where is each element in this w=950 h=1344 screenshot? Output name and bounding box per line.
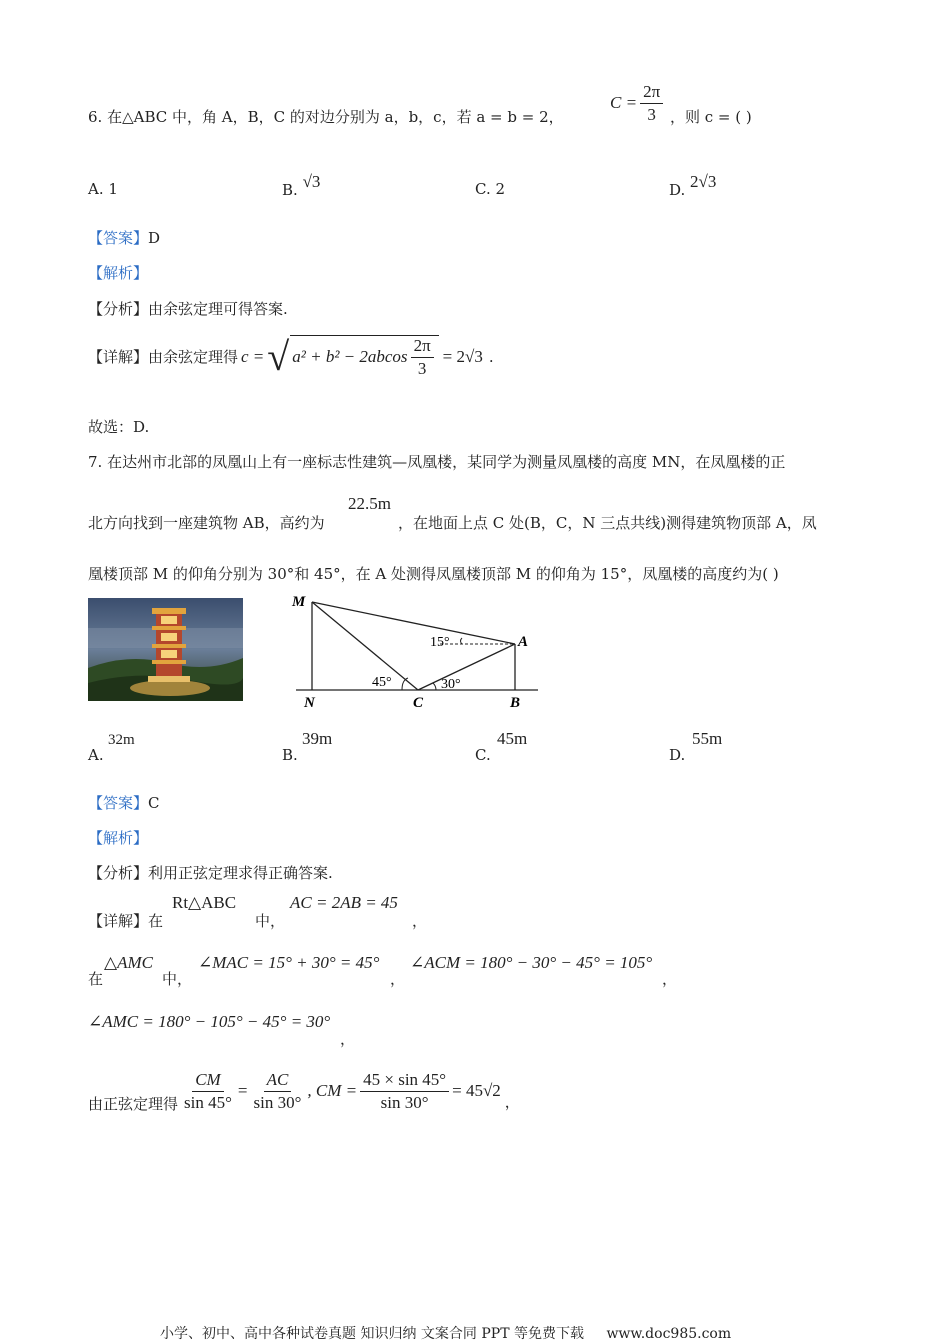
q6-answer-tag: 【答案】 [88, 229, 149, 247]
q7-option-a [88, 746, 104, 764]
arc-15 [461, 638, 463, 644]
q7-sine-frac1 [181, 1070, 235, 1112]
footer-text: 小学、初中、高中各种试卷真题 知识归纳 文案合同 PPT 等免费下载 [160, 1326, 584, 1342]
q7-sine-f2-den: sin 30° [253, 1092, 302, 1112]
q7-angle-acm-comma: ， [662, 970, 678, 988]
q7-option-a-label: A. [88, 746, 104, 764]
arc-45 [402, 678, 408, 690]
q7-amc-prefix: 在 [88, 970, 104, 988]
q6-cond-fraction [640, 82, 663, 124]
q7-sine-f1-num: CM [192, 1070, 224, 1092]
line-mc [312, 602, 418, 690]
q7-angle-mac-comma: ， [390, 970, 406, 988]
q6-stem-prefix: 6. 在△ABC 中，角 A，B，C 的对边分别为 a，b，c，若 a = b = 2， [88, 108, 564, 126]
q6-option-a [88, 180, 118, 198]
q7-option-c-label: C. [475, 746, 491, 764]
q7-answer-value: C [148, 794, 160, 812]
label-angle-30: 30° [441, 677, 461, 692]
q7-angle-acm: ∠ACM = 180° − 30° − 45° = 105° [410, 953, 653, 972]
line-ma [312, 602, 515, 644]
q6-option-b-label: B. [282, 181, 298, 199]
q7-sine [88, 1070, 520, 1112]
line-ca [418, 644, 515, 690]
q7-option-d-value: 55m [692, 729, 723, 748]
q7-option-b-value: 39m [302, 729, 333, 748]
q6-cond-num: 2π [640, 82, 663, 104]
q7-option-c-value: 45m [497, 729, 528, 748]
q7-option-b-label: B. [282, 746, 298, 764]
q7-sine-f2-num: AC [264, 1070, 292, 1092]
q7-height: 22.5m [348, 494, 391, 513]
q7-sine-f1-den: sin 45° [184, 1092, 232, 1112]
q7-sine-frac2 [251, 1070, 305, 1112]
q6-stem-suffix: ，则 c = ( ) [670, 108, 752, 126]
q6-detail-radical-sign: √ [267, 333, 290, 379]
q6-detail-end: . [488, 347, 494, 366]
label-b: B [510, 695, 521, 711]
triangle-diagram-svg [290, 592, 542, 714]
label-n: N [304, 695, 315, 711]
q7-answer [88, 792, 160, 813]
q6-answer-value: D [148, 229, 161, 247]
footer [160, 1323, 731, 1343]
label-a: A [518, 634, 529, 650]
q7-line2-b: ，在地面上点 C 处(B，C，N 三点共线)测得建筑物顶部 A，凤 [398, 514, 817, 532]
q7-option-d-label: D. [669, 746, 686, 764]
q6-option-b-value: √3 [302, 172, 321, 191]
q7-amc-tri: △AMC [104, 953, 153, 972]
tower-photo-image [88, 598, 243, 701]
q6-option-b [282, 172, 321, 200]
tower-photo [88, 598, 243, 701]
q6-option-d [669, 172, 717, 200]
q7-line2-a: 北方向找到一座建筑物 AB，高约为 [88, 514, 325, 532]
footer-link[interactable]: www.doc985.com [606, 1326, 732, 1342]
q7-option-a-value: 32m [108, 732, 135, 748]
q7-analysis-tag: 【解析】 [88, 829, 149, 847]
q6-detail-lhs: c = [241, 346, 265, 366]
q7-option-d [669, 746, 685, 764]
q7-amc-mid: 中， [162, 970, 193, 988]
arc-30 [433, 683, 436, 690]
q6-analysis-tag: 【解析】 [88, 264, 149, 282]
q6-stem [88, 106, 564, 127]
q7-sine-prefix: 由正弦定理得 [88, 1094, 179, 1113]
q6-option-d-value: 2√3 [690, 172, 717, 191]
q7-sine-f3-den: sin 30° [380, 1092, 429, 1112]
q7-detail-prefix: 【详解】在 [88, 912, 164, 930]
q6-detail-rhs: = 2√3 [442, 346, 483, 366]
q6-condition [610, 82, 666, 124]
q7-angle-amc-comma: ， [340, 1030, 356, 1048]
q6-detail-radicand [290, 335, 438, 378]
triangle-diagram [290, 592, 542, 714]
q7-sine-f3-num: 45 × sin 45° [360, 1070, 449, 1092]
q7-detail-tri [172, 893, 236, 913]
q7-sine-frac3 [360, 1070, 449, 1112]
q7-sine-cm: , CM = [307, 1081, 358, 1101]
q7-answer-tag: 【答案】 [88, 794, 149, 812]
label-angle-15: 15° [430, 635, 450, 650]
q6-detail-prefix: 【详解】由余弦定理得 [88, 348, 239, 367]
q7-detail-tri-text: Rt△ABC [172, 893, 237, 912]
q6-detail-frac-den: 3 [417, 358, 427, 378]
q6-detail-frac-num: 2π [411, 336, 434, 358]
q6-analysis-line: 【分析】由余弦定理可得答案. [88, 300, 288, 318]
q6-detail-radicand-text: a² + b² − 2abcos [292, 347, 408, 367]
q7-detail-comma: ， [412, 912, 428, 930]
q7-analysis-line: 【分析】利用正弦定理求得正确答案. [88, 864, 333, 882]
q7-option-c [475, 746, 491, 764]
q7-line2 [88, 512, 325, 533]
q7-option-b [282, 746, 298, 764]
q6-option-a-label: A. 1 [88, 180, 118, 198]
q6-conclusion: 故选：D. [88, 418, 150, 436]
q7-sine-comma: ， [504, 1092, 520, 1111]
q7-detail-mid: 中， [255, 912, 286, 930]
q7-detail [88, 910, 163, 931]
q6-option-d-label: D. [669, 181, 686, 199]
q7-sine-result: = 45√2 [452, 1081, 501, 1101]
q7-angle-amc: ∠AMC = 180° − 105° − 45° = 30° [88, 1012, 331, 1031]
label-m: M [292, 594, 306, 610]
q7-sine-eq1: = [237, 1081, 248, 1101]
q6-detail-fraction [411, 336, 434, 378]
q6-option-c [475, 180, 505, 198]
label-angle-45: 45° [372, 675, 392, 690]
q7-detail-eq: AC = 2AB = 45 [290, 893, 398, 912]
q6-cond-lhs: C = [610, 93, 638, 113]
q6-answer [88, 227, 160, 248]
q6-option-c-label: C. 2 [475, 180, 506, 198]
q7-line1: 7. 在达州市北部的凤凰山上有一座标志性建筑—凤凰楼，某同学为测量凤凰楼的高度 MN，在凤凰楼的正 [88, 453, 786, 471]
q6-cond-den: 3 [647, 104, 656, 124]
q7-angle-mac: ∠MAC = 15° + 30° = 45° [198, 953, 380, 972]
label-c: C [413, 695, 424, 711]
q7-line3: 凰楼顶部 M 的仰角分别为 30°和 45°，在 A 处测得凤凰楼顶部 M 的仰角为 15°，凤凰楼的高度约为( ) [88, 565, 779, 583]
q6-detail [88, 335, 494, 378]
